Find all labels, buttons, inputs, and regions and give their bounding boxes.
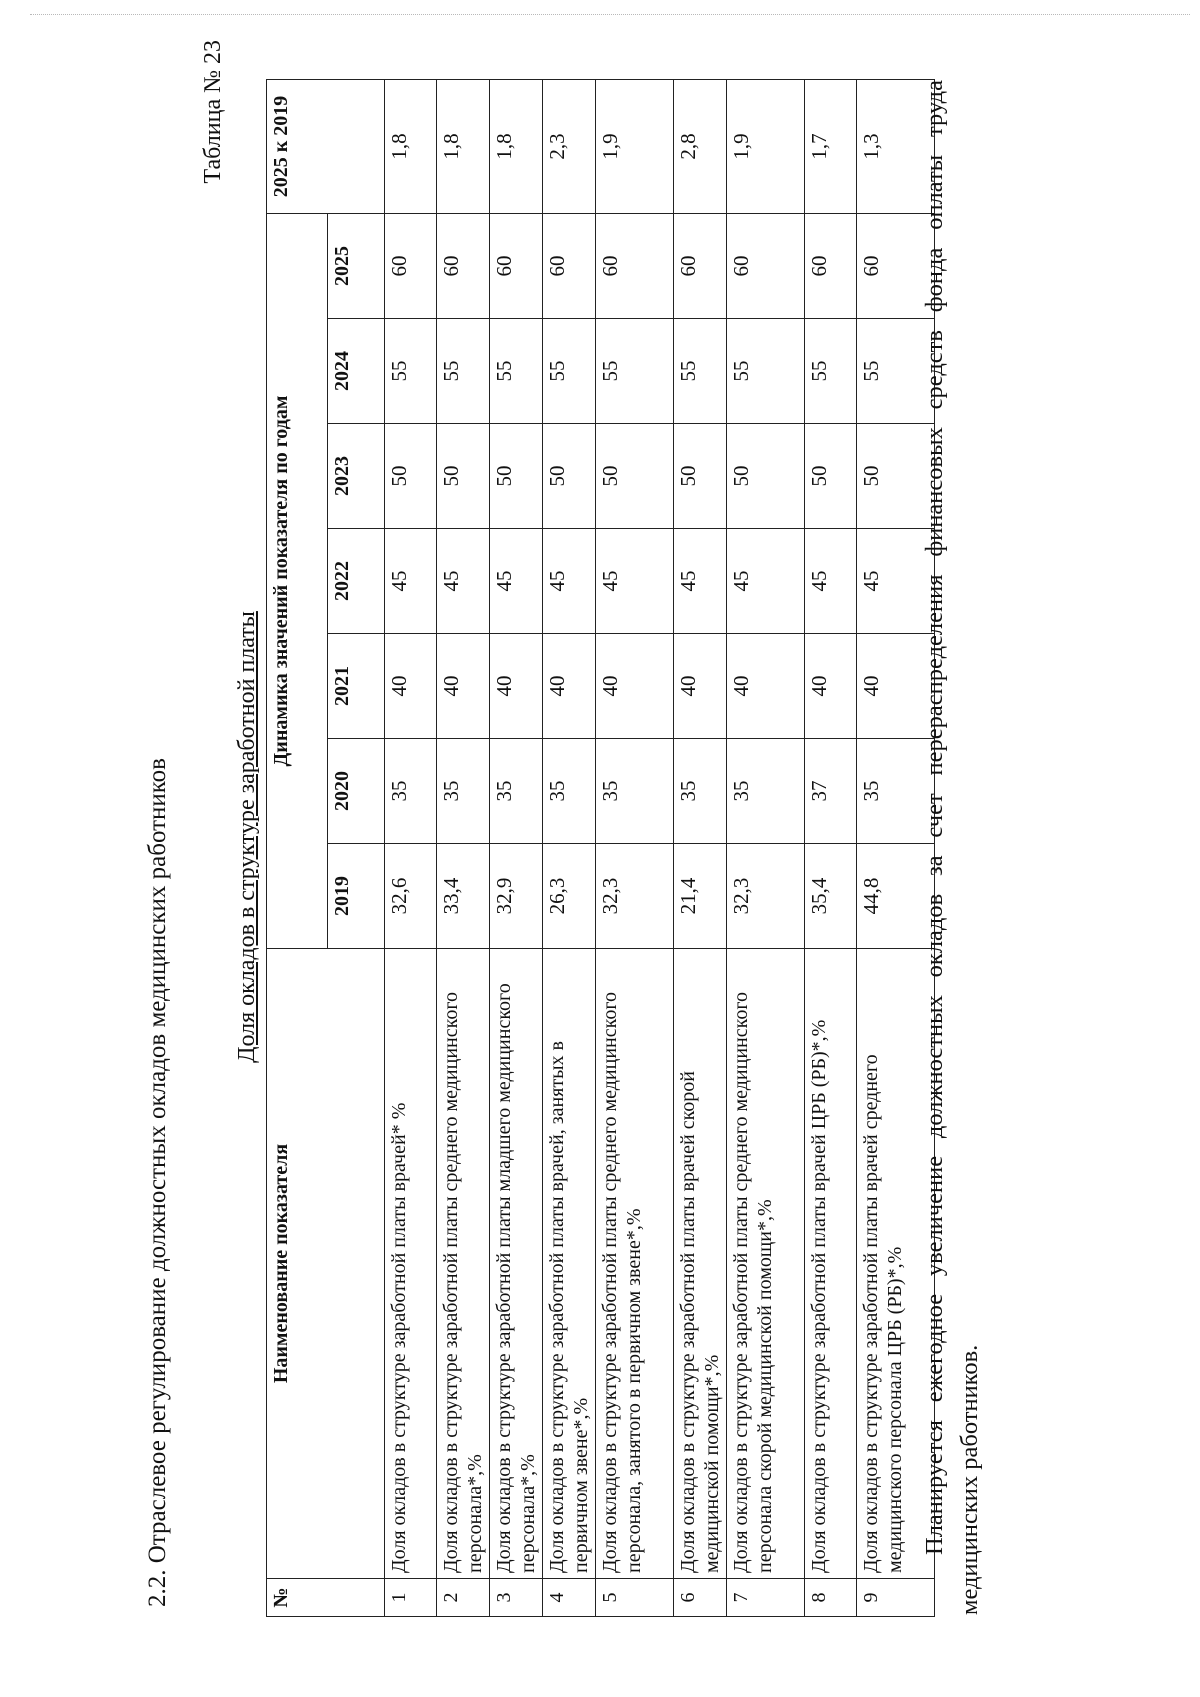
indicator-name: Доля окладов в структуре заработной платы младшего медицинского персонала*,%: [490, 949, 543, 1579]
header-number: №: [267, 1579, 385, 1617]
year-value-cell: 33,4: [437, 844, 490, 949]
year-value-cell: 45: [857, 529, 935, 634]
year-value-cell: 45: [543, 529, 596, 634]
header-year: 2020: [328, 739, 385, 844]
year-value-cell: 55: [490, 319, 543, 424]
ratio-value-cell: 1,7: [805, 80, 857, 214]
year-value-cell: 60: [857, 214, 935, 319]
ratio-value-cell: 1,9: [727, 80, 805, 214]
year-value-cell: 32,9: [490, 844, 543, 949]
table-row: [727, 80, 805, 1617]
ratio-value-cell: 1,8: [490, 80, 543, 214]
ratio-value-cell: 1,8: [385, 80, 437, 214]
year-value-cell: 40: [490, 634, 543, 739]
year-value-cell: 35,4: [805, 844, 857, 949]
year-value-cell: 40: [727, 634, 805, 739]
year-value-cell: 60: [805, 214, 857, 319]
year-value-cell: 60: [727, 214, 805, 319]
year-value-cell: 35: [385, 739, 437, 844]
year-value-cell: 50: [385, 424, 437, 529]
year-value-cell: 40: [437, 634, 490, 739]
indicator-name: Доля окладов в структуре заработной платы среднего медицинского персонала скорой медицинской помощи*,%: [727, 949, 805, 1579]
year-value-cell: 37: [805, 739, 857, 844]
year-value-cell: 40: [596, 634, 674, 739]
year-value-cell: 35: [490, 739, 543, 844]
section-heading: 2.2. Отраслевое регулирование должностных окладов медицинских работников: [144, 758, 171, 1607]
year-value-cell: 40: [385, 634, 437, 739]
year-value-cell: 45: [596, 529, 674, 634]
table-number-label: Таблица № 23: [200, 40, 226, 184]
table-row: [674, 80, 727, 1617]
year-value-cell: 50: [805, 424, 857, 529]
year-value-cell: 45: [437, 529, 490, 634]
row-number: 1: [385, 1579, 437, 1617]
year-value-cell: 50: [857, 424, 935, 529]
year-value-cell: 50: [437, 424, 490, 529]
row-number: 4: [543, 1579, 596, 1617]
year-value-cell: 50: [543, 424, 596, 529]
year-value-cell: 55: [437, 319, 490, 424]
year-value-cell: 60: [385, 214, 437, 319]
ratio-value-cell: 1,9: [596, 80, 674, 214]
year-value-cell: 60: [596, 214, 674, 319]
year-value-cell: 45: [674, 529, 727, 634]
table-row: [437, 80, 490, 1617]
ratio-value-cell: 1,3: [857, 80, 935, 214]
year-value-cell: 50: [490, 424, 543, 529]
table-row: [805, 80, 857, 1617]
year-value-cell: 40: [543, 634, 596, 739]
table-row: [490, 80, 543, 1617]
salary-share-table: [266, 79, 935, 1617]
header-year: 2022: [328, 529, 385, 634]
year-value-cell: 32,3: [727, 844, 805, 949]
indicator-name: Доля окладов в структуре заработной платы среднего медицинского персонала, занятого в первичном звене*,%: [596, 949, 674, 1579]
header-year: 2025: [328, 214, 385, 319]
indicator-name: Доля окладов в структуре заработной платы среднего медицинского персонала*,%: [437, 949, 490, 1579]
year-value-cell: 55: [805, 319, 857, 424]
year-value-cell: 35: [437, 739, 490, 844]
table-row: [385, 80, 437, 1617]
year-value-cell: 35: [674, 739, 727, 844]
indicator-name: Доля окладов в структуре заработной платы врачей, занятых в первичном звене*,%: [543, 949, 596, 1579]
indicator-name: Доля окладов в структуре заработной платы врачей ЦРБ (РБ)*,%: [805, 949, 857, 1579]
year-value-cell: 35: [543, 739, 596, 844]
indicator-name: Доля окладов в структуре заработной платы врачей* %: [385, 949, 437, 1579]
year-value-cell: 32,3: [596, 844, 674, 949]
year-value-cell: 44,8: [857, 844, 935, 949]
year-value-cell: 55: [385, 319, 437, 424]
row-number: 9: [857, 1579, 935, 1617]
ratio-value-cell: 2,8: [674, 80, 727, 214]
table-row: [596, 80, 674, 1617]
year-value-cell: 45: [490, 529, 543, 634]
year-value-cell: 60: [437, 214, 490, 319]
header-indicator-name: Наименование показателя: [267, 949, 385, 1579]
year-value-cell: 45: [727, 529, 805, 634]
header-year: 2024: [328, 319, 385, 424]
row-number: 2: [437, 1579, 490, 1617]
year-value-cell: 26,3: [543, 844, 596, 949]
year-value-cell: 50: [674, 424, 727, 529]
year-value-cell: 35: [727, 739, 805, 844]
header-year: 2023: [328, 424, 385, 529]
year-value-cell: 40: [674, 634, 727, 739]
row-number: 5: [596, 1579, 674, 1617]
header-ratio: 2025 к 2019: [267, 80, 385, 214]
indicator-name: Доля окладов в структуре заработной платы врачей среднего медицинского персонала ЦРБ (РБ)*,%: [857, 949, 935, 1579]
indicator-name: Доля окладов в структуре заработной платы врачей скорой медицинской помощи*,%: [674, 949, 727, 1579]
row-number: 3: [490, 1579, 543, 1617]
year-value-cell: 50: [596, 424, 674, 529]
row-number: 8: [805, 1579, 857, 1617]
table-caption: Доля окладов в структуре заработной платы: [234, 611, 260, 1063]
year-value-cell: 50: [727, 424, 805, 529]
header-dynamics: Динамика значений показателя по годам: [267, 214, 328, 949]
row-number: 7: [727, 1579, 805, 1617]
year-value-cell: 35: [857, 739, 935, 844]
year-value-cell: 55: [543, 319, 596, 424]
year-value-cell: 45: [805, 529, 857, 634]
year-value-cell: 21,4: [674, 844, 727, 949]
year-value-cell: 55: [596, 319, 674, 424]
year-value-cell: 32,6: [385, 844, 437, 949]
ratio-value-cell: 2,3: [543, 80, 596, 214]
year-value-cell: 45: [385, 529, 437, 634]
body-paragraph: Планируется ежегодное увеличение должностных окладов за счет перераспределения финансовых средств фонда оплаты труда медицинских работников.: [921, 80, 983, 1615]
year-value-cell: 60: [490, 214, 543, 319]
year-value-cell: 55: [857, 319, 935, 424]
year-value-cell: 60: [543, 214, 596, 319]
year-value-cell: 40: [857, 634, 935, 739]
row-number: 6: [674, 1579, 727, 1617]
year-value-cell: 60: [674, 214, 727, 319]
header-year: 2021: [328, 634, 385, 739]
table-row: [543, 80, 596, 1617]
year-value-cell: 35: [596, 739, 674, 844]
header-year: 2019: [328, 844, 385, 949]
year-value-cell: 40: [805, 634, 857, 739]
year-value-cell: 55: [674, 319, 727, 424]
ratio-value-cell: 1,8: [437, 80, 490, 214]
year-value-cell: 55: [727, 319, 805, 424]
